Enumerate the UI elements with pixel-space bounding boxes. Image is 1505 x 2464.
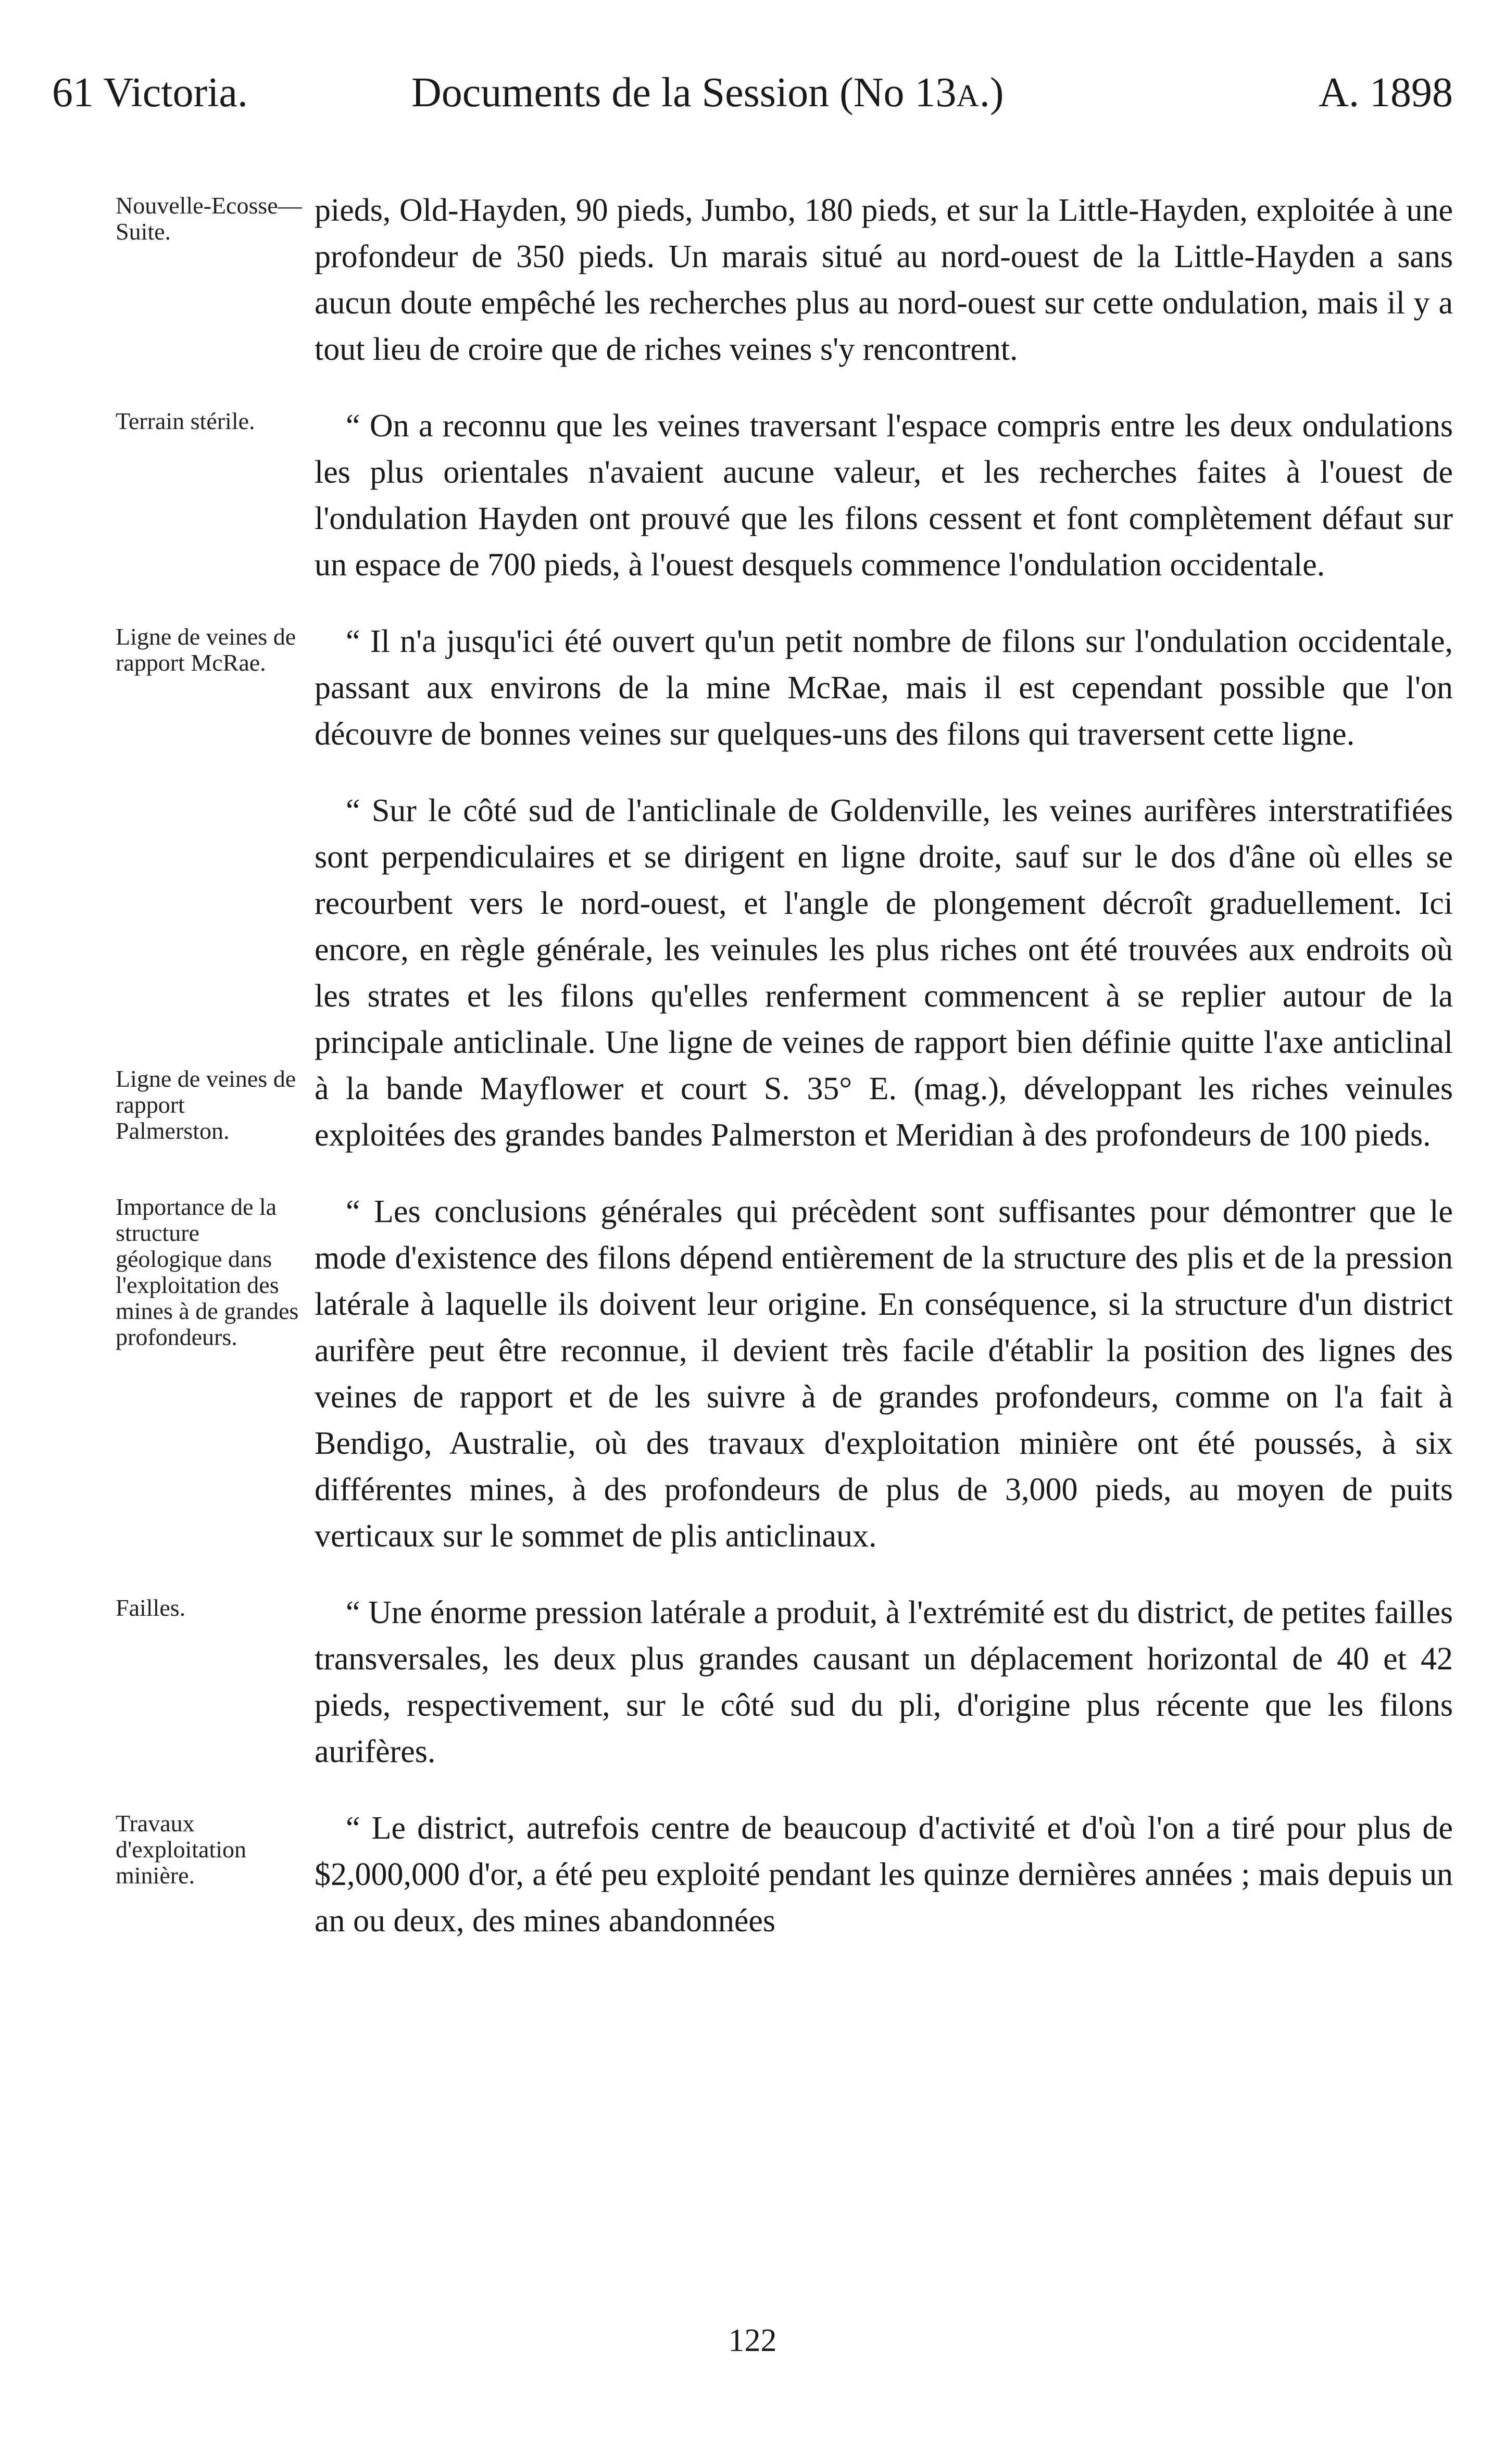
paragraph: pieds, Old-Hayden, 90 pieds, Jumbo, 180 pieds, et sur la Little-Hayden, exploitée à une profondeur de 350 pieds. Un marais situé au nord-ouest de la Little-Hayden a sans aucun doute empêché les recherches plus au nord-ouest sur cette ondulation, mais il y a tout lieu de croire que de riches veines s'y rencontrent. — [315, 193, 1453, 367]
page-body — [116, 187, 1453, 1975]
paragraph: “ Il n'a jusqu'ici été ouvert qu'un petit nombre de filons sur l'ondulation occidentale, passant aux environs de la mine McRae, mais il est cependant possible que l'on découvre de bonnes veines sur quelques-uns des filons qui traversent cette ligne. — [315, 624, 1453, 752]
section-1 — [116, 187, 1453, 373]
margin-note: Terrain stérile. — [116, 408, 255, 434]
paragraph: “ Les conclusions générales qui précèdent sont suffisantes pour démontrer que le mode d'existence des filons dépend entièrement de la structure des plis et de la pression latérale à laquelle ils doivent leur origine. En conséquence, si la structure d'un district aurifère peut être reconnue, il devient très facile d'établir la position des lignes des veines de rapport et de les suivre à de grandes profondeurs, comme on l'a fait à Bendigo, Australie, où des travaux d'exploitation minière ont été poussés, à six différentes mines, à des profondeurs de plus de 3,000 pieds, au moyen de puits verticaux sur le sommet de plis anticlinaux. — [315, 1194, 1453, 1554]
paragraph: “ On a reconnu que les veines traversant l'espace compris entre les deux ondulations les plus orientales n'avaient aucune valeur, et les recherches faites à l'ouest de l'ondulation Hayden ont prouvé que les filons cessent et font complètement défaut sur un espace de 700 pieds, à l'ouest desquels commence l'ondulation occidentale. — [315, 408, 1453, 583]
section-6 — [116, 1590, 1453, 1775]
running-header — [52, 61, 1453, 124]
margin-note: Failles. — [116, 1594, 186, 1621]
margin-note: Ligne de veines de rapport Palmerston. — [116, 1065, 296, 1144]
section-3 — [116, 619, 1453, 758]
page-number: 122 — [728, 2323, 777, 2358]
margin-note: Importance de la structure géologique dans l'exploitation des mines à de grandes profondeurs. — [116, 1193, 299, 1350]
section-2 — [116, 403, 1453, 588]
margin-note: Travaux d'exploitation minière. — [116, 1810, 247, 1889]
section-5 — [116, 1189, 1453, 1560]
paragraph: “ Le district, autrefois centre de beaucoup d'activité et d'où l'on a tiré pour plus de $2,000,000 d'or, a été peu exploité pendant les quinze dernières années ; mais depuis un an ou deux, des mines abandonnées — [315, 1811, 1453, 1939]
header-center-smallcaps: A — [956, 79, 980, 113]
section-7 — [116, 1805, 1453, 1944]
header-center-text: Documents de la Session (No 13 — [411, 70, 957, 116]
header-center — [411, 61, 1004, 127]
paragraph: “ Une énorme pression latérale a produit, à l'extrémité est du district, de petites failles transversales, les deux plus grandes causant un déplacement horizontal de 40 et 42 pieds, respectivement, sur le côté sud du pli, d'origine plus récente que les filons aurifères. — [315, 1595, 1453, 1769]
margin-note: Ligne de veines de rapport McRae. — [116, 623, 296, 676]
margin-note: Nouvelle-Ecosse—Suite. — [116, 192, 302, 245]
header-center-close: .) — [979, 70, 1004, 116]
header-right: A. 1898 — [1319, 70, 1453, 116]
section-4 — [116, 788, 1453, 1159]
header-left: 61 Victoria. — [52, 70, 248, 116]
paragraph: “ Sur le côté sud de l'anticlinale de Goldenville, les veines aurifères interstratifiées sont perpendiculaires et se dirigent en ligne droite, sauf sur le dos d'âne où elles se recourbent vers le nord-ouest, et l'angle de plongement décroît graduellement. Ici encore, en règle générale, les veinules les plus riches ont été trouvées aux endroits où les strates et les filons qu'elles renferment commencent à se replier autour de la principale anticlinale. Une ligne de veines de rapport bien définie quitte l'axe anticlinal à la bande Mayflower et court S. 35° E. (mag.), développant les riches veinules exploitées des grandes bandes Palmerston et Meridian à des profondeurs de 100 pieds. — [315, 793, 1453, 1153]
